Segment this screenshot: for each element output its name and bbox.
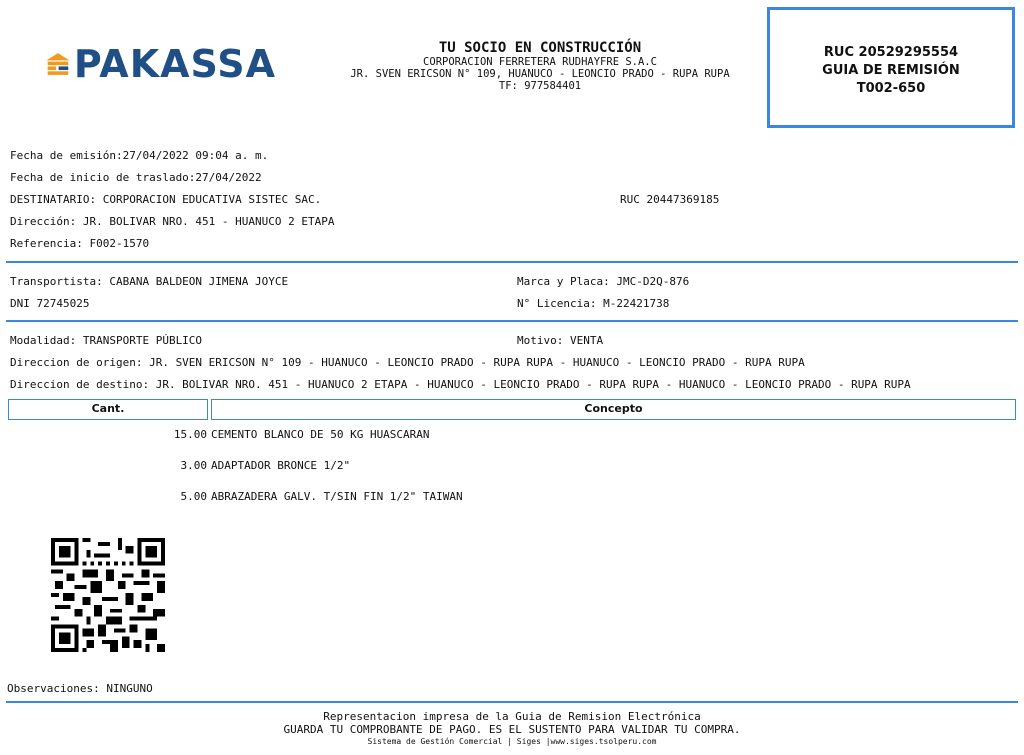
- document-number: T002-650: [856, 81, 926, 96]
- company-tagline: TU SOCIO EN CONSTRUCCIÓN: [438, 40, 642, 56]
- vehicle-plate: Marca y Placa: JMC-D2Q-876: [517, 275, 690, 288]
- house-logo-icon: [44, 44, 72, 84]
- logo-text: PAKASSA: [73, 42, 276, 86]
- reference: Referencia: F002-1570: [10, 237, 150, 250]
- footer-keep-receipt-note: GUARDA TU COMPROBANTE DE PAGO. ES EL SUSTENTO PARA VALIDAR TU COMPRA.: [283, 723, 741, 736]
- column-header-concept: Concepto: [211, 399, 1016, 420]
- issuer-ruc: RUC 20529295554: [823, 45, 959, 60]
- document-id-box: [767, 7, 1015, 128]
- document-type: GUIA DE REMISIÓN: [822, 63, 960, 78]
- qr-code-icon: [51, 538, 165, 652]
- origin-address: Direccion de origen: JR. SVEN ERICSON N° 109 - HUANUCO - LEONCIO PRADO - RUPA RUPA - HUANUCO - LEONCIO PRADO - RUPA RUPA: [10, 356, 805, 369]
- table-row: [10, 459, 710, 472]
- company-name: CORPORACION FERRETERA RUDHAYFRE S.A.C: [423, 56, 657, 69]
- table-row: [10, 490, 710, 503]
- observations: Observaciones: NINGUNO: [7, 682, 153, 695]
- destination-address: Direccion de destino: JR. BOLIVAR NRO. 451 - HUANUCO 2 ETAPA - HUANUCO - LEONCIO PRADO - RUPA RUPA - HUANUCO - LEONCIO PRADO - RUPA RUPA: [10, 378, 911, 391]
- column-header-quantity: Cant.: [8, 399, 208, 420]
- recipient-ruc: RUC 20447369185: [620, 193, 720, 206]
- company-phone: TF: 977584401: [498, 80, 582, 93]
- recipient: DESTINATARIO: CORPORACION EDUCATIVA SISTEC SAC.: [10, 193, 322, 206]
- recipient-address: Dirección: JR. BOLIVAR NRO. 451 - HUANUCO 2 ETAPA: [10, 215, 335, 228]
- license-number: N° Licencia: M-22421738: [517, 297, 670, 310]
- row-quantity: 5.00: [180, 490, 207, 503]
- row-concept: ADAPTADOR BRONCE 1/2": [211, 459, 351, 472]
- row-quantity: 15.00: [173, 428, 207, 441]
- footer-representation-note: Representacion impresa de la Guia de Remision Electrónica: [323, 710, 701, 723]
- divider: [6, 261, 1018, 263]
- row-concept: ABRAZADERA GALV. T/SIN FIN 1/2" TAIWAN: [211, 490, 463, 503]
- carrier: Transportista: CABANA BALDEON JIMENA JOYCE: [10, 275, 289, 288]
- transport-mode: Modalidad: TRANSPORTE PÚBLICO: [10, 334, 203, 347]
- company-logo: [44, 42, 276, 86]
- row-quantity: 3.00: [180, 459, 207, 472]
- divider: [6, 701, 1018, 703]
- carrier-dni: DNI 72745025: [10, 297, 90, 310]
- table-row: [10, 428, 710, 441]
- company-info: [310, 40, 770, 92]
- transfer-reason: Motivo: VENTA: [517, 334, 604, 347]
- transfer-date: Fecha de inicio de traslado:27/04/2022: [10, 171, 262, 184]
- row-concept: CEMENTO BLANCO DE 50 KG HUASCARAN: [211, 428, 430, 441]
- footer-system-credit: Sistema de Gestión Comercial | Siges |www.siges.tsolperu.com: [367, 737, 657, 746]
- divider: [6, 320, 1018, 322]
- issue-date: Fecha de emisión:27/04/2022 09:04 a. m.: [10, 149, 269, 162]
- company-address: JR. SVEN ERICSON N° 109, HUANUCO - LEONCIO PRADO - RUPA RUPA: [350, 68, 730, 81]
